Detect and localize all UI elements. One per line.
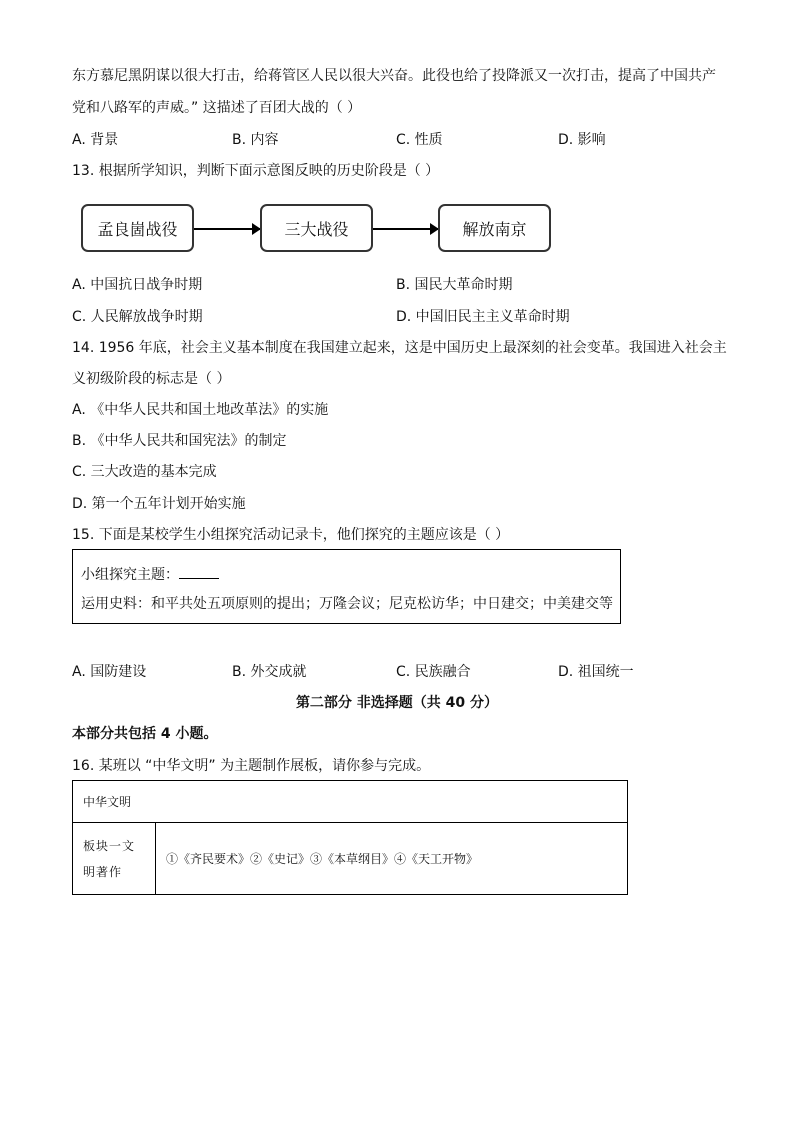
flow-arrow-2 [373,228,438,230]
q13-stem: 13. 根据所学知识，判断下面示意图反映的历史阶段是（ ） [72,163,440,179]
q15-option-c: C. 民族融合 [396,664,471,680]
intro-line-1: 东方慕尼黑阴谋以很大打击，给蒋管区人民以很大兴奋。此役也给了投降派又一次打击，提高了中国共产 [72,68,716,84]
q14-option-b: B. 《中华人民共和国宪法》的制定 [72,433,287,449]
part-two-heading: 第二部分 非选择题（共 40 分） [295,695,499,711]
q12-option-a: A. 背景 [72,132,119,148]
row-label-line-2: 明著作 [83,864,123,879]
row-label-line-1: 板块一文 [83,838,136,853]
q14-option-d: D. 第一个五年计划开始实施 [72,496,246,512]
q12-option-c: C. 性质 [396,132,443,148]
q15-option-a: A. 国防建设 [72,664,147,680]
exhibition-board-table [72,780,628,895]
intro-line-2: 党和八路军的声威。” 这描述了百团大战的（ ） [72,100,362,116]
flow-step-2: 三大战役 [260,204,373,252]
q13-option-c: C. 人民解放战争时期 [72,309,203,325]
q13-option-d: D. 中国旧民主主义革命时期 [396,309,570,325]
q14-stem-line-1: 14. 1956 年底，社会主义基本制度在我国建立起来，这是中国历史上最深刻的社会变革。我国进入社会主 [72,340,727,356]
q13-option-b: B. 国民大革命时期 [396,277,513,293]
q13-option-a: A. 中国抗日战争时期 [72,277,203,293]
q14-option-a: A. 《中华人民共和国土地改革法》的实施 [72,402,329,418]
part-two-note: 本部分共包括 4 小题。 [72,726,218,742]
q15-stem: 15. 下面是某校学生小组探究活动记录卡，他们探究的主题应该是（ ） [72,527,510,543]
table-row [73,781,628,823]
q16-stem: 16. 某班以 “中华文明” 为主题制作展板，请你参与完成。 [72,758,431,774]
record-card-topic [81,564,219,585]
q15-option-d: D. 祖国统一 [558,664,634,680]
row-label-cell [73,823,156,895]
row-content-cell: ①《齐民要术》②《史记》③《本草纲目》④《天工开物》 [156,823,628,895]
q12-option-d: D. 影响 [558,132,606,148]
q12-option-b: B. 内容 [232,132,279,148]
flow-step-3: 解放南京 [438,204,551,252]
record-card-topic-label: 小组探究主题： [81,567,179,583]
q14-option-c: C. 三大改造的基本完成 [72,464,217,480]
q15-option-b: B. 外交成就 [232,664,307,680]
flow-arrow-1 [194,228,260,230]
flow-step-1: 孟良崮战役 [81,204,194,252]
record-card-materials: 运用史料：和平共处五项原则的提出；万隆会议；尼克松访华；中日建交；中美建交等 [81,596,613,612]
table-row [73,823,628,895]
table-title-cell: 中华文明 [73,781,628,823]
record-card [72,549,621,624]
answer-blank [179,564,219,579]
q14-stem-line-2: 义初级阶段的标志是（ ） [72,371,231,387]
